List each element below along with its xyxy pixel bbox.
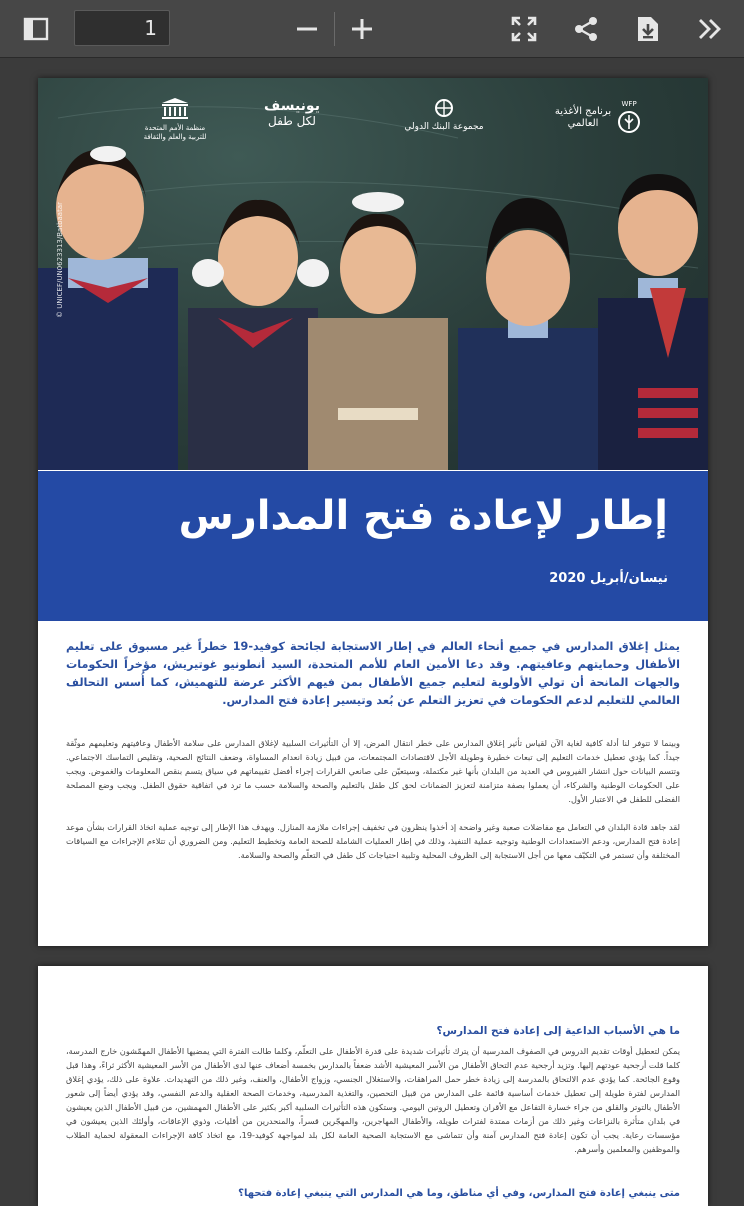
unesco-temple-icon (160, 98, 190, 120)
wfp-emblem-icon (617, 110, 641, 134)
pdf-page-1 (38, 78, 708, 946)
download-icon (636, 15, 660, 43)
photo-credit: © UNICEF/UN0623313/Batbaatar (56, 201, 64, 318)
zoom-in-icon (351, 18, 373, 40)
sidebar-toggle-button[interactable] (18, 10, 54, 48)
section-subheading: متى ينبغي إعادة فتح المدارس، وفي أي مناطق، وما هي المدارس التي ينبغي إعادة فتحها؟ (238, 1188, 680, 1199)
wfp-name-bottom: العالمي (567, 118, 599, 129)
document-date: نيسان/أبريل 2020 (549, 571, 668, 586)
share-icon (573, 16, 599, 42)
document-title: إطار لإعادة فتح المدارس (178, 493, 668, 539)
pdf-viewer-toolbar (0, 0, 744, 58)
sidebar-toggle-icon (23, 17, 49, 41)
unicef-tagline: لكل طفل (268, 114, 316, 128)
unicef-name: يونيسف (264, 98, 320, 114)
more-tools-button[interactable] (692, 10, 728, 48)
body-paragraph-2: لقد جاهد قادة البلدان في التعامل مع مفاضلات صعبة وغير واضحة إذ أخذوا ينظرون في تخفيف إجراءات ملازمة المنازل. ويهدف هذا الإطار إلى توجيه عملية اتخاذ القرارات بشأن موعد إعادة فتح المدارس، ودعم الاستعدادات الوطنية وتوجيه عملية التنفيذ، وذلك في إطار العمليات الشاملة للصحة العامة وتخطيط التعليم. ومن الضروري أن تتلاءم الإجراءات مع السياقات المختلفة وأن تستمر في التكيّف معها من أجل الاستجابة إلى الظروف المحلية وتلبية احتياجات كل طفل في التعلّم والصحة والسلامة. (66, 822, 680, 860)
wfp-abbr: WFP (621, 100, 637, 108)
zoom-out-button[interactable] (290, 10, 324, 48)
more-icon (697, 18, 723, 40)
cover-photo (38, 78, 708, 470)
fullscreen-button[interactable] (506, 10, 542, 48)
section-heading: ما هي الأسباب الداعية إلى إعادة فتح المدارس؟ (436, 1025, 680, 1037)
zoom-in-button[interactable] (344, 10, 380, 48)
page-number-input[interactable]: 1 (74, 10, 170, 46)
section-body: يمكن لتعطيل أوقات تقديم الدروس في الصفوف المدرسية أن يترك تأثيرات شديدة على قدرة الأطفال على التعلّم، وكلما طالت الفترة التي يمضيها الأطفال المهمّشون خارج المدرسة، كلما قلت أرجحية عودتهم إليها. وتزيد أرجحية عدم التحاق الأطفال من الأسر المعيشية الأشد ضعفاً بالمدارس بخمسة أضعاف عنها لدى الأطفال من الأسر المعيشية الأكثر ثراءً، وهذا قبل وقوع الجائحة. كما يؤدي عدم الالتحاق بالمدرسة إلى زيادة خطر حمل المراهقات، والاستغلال الجنسي، وزواج الأطفال، والعنف، وغير ذلك من التهديدات. علاوة على ذلك، يؤدي إغلاق المدارس لفترة طويلة إلى تعطيل خدمات أساسية قائمة على المدارس من قبيل التحصين، والتغذية المدرسية، وخدمات الصحة العقلية والدعم النفسي، وقد يؤدي أيضاً إلى شعور الأطفال بالتوتر والقلق من جراء خسارة التفاعل مع الأقران وتعطيل الروتين اليومي. وستكون هذه التأثيرات السلبية أكبر بكثير على الأطفال المهمشين، من قبيل الأطفال الذين يعيشون في بلدان متأثرة بالنزاعات وغير ذلك من أزمات ممتدة لفترات طويلة، والأطفال المهاجرين، والمهجّرين قسراً، والمنحدرين من أقليات، وذوي الإعاقات، وأولئك الذين يعيشون في مؤسسات رعاية. يجب أن تكون إعادة فتح المدارس آمنة وأن تتماشى مع الاستجابة الصحية العامة لكل بلد لمواجهة كوفيد-19، مع اتخاذ كافة الإجراءات المعقولة لحماية الطلاب والموظفين والمعلمين وأسرهم. (66, 1046, 680, 1154)
unesco-logo (140, 98, 210, 142)
unesco-name: منظمة الأمم المتحدة للتربية والعلم والثقافة (143, 124, 207, 141)
worldbank-logo (404, 98, 484, 133)
worldbank-name: مجموعة البنك الدولي (404, 122, 484, 132)
download-button[interactable] (630, 10, 666, 48)
lead-paragraph: يمثل إغلاق المدارس في جميع أنحاء العالم في إطار الاستجابة لجائحة كوفيد-19 خطراً غير مسبوق على تعليم الأطفال وحمايتهم وعافيتهم. وقد دعا الأمين العام للأمم المتحدة، السيد أنطونيو غوتيريش، مؤخراً الحكومات والجهات المانحة أن تولي الأولوية لتعليم جميع الأطفال بمن فيهم الأكثر عرضة للتهميش، كما أُسس التحالف العالمي للتعليم لدعم الحكومات في تعزيز التعلم عن بُعد وتيسير إعادة فتح المدارس. (66, 640, 680, 707)
unicef-logo (254, 98, 330, 129)
zoom-out-icon (296, 18, 318, 40)
toolbar-divider (334, 12, 335, 46)
share-button[interactable] (568, 10, 604, 48)
fullscreen-icon (511, 16, 537, 42)
globe-icon (434, 98, 454, 118)
title-band (38, 471, 708, 621)
pdf-page-2 (38, 966, 708, 1206)
wfp-logo (538, 98, 658, 138)
body-paragraph-1: وبينما لا تتوفر لنا أدلة كافية لغاية الآن لقياس تأثير إغلاق المدارس على خطر انتقال المرض، إلا أن التأثيرات السلبية لإغلاق المدارس على سلامة الأطفال وعافيتهم وتعليمهم موثّقة جيداً. كما يؤدي تعطيل خدمات التعليم إلى تبعات خطيرة وطويلة الأجل لاقتصادات المجتمعات، من قبيل زيادة انعدام المساواة، وضعف النتائج الصحية، وتقليص التماسك الاجتماعي. وتتسم البيانات حول انتشار الفيروس في العديد من البلدان بأنها غير مكتملة، وسيتعيّن على صانعي القرارات إجراء أفضل تقييماتهم في سياق يتسم بنقص المعلومات والغموض. ويجب على الحكومات الوطنية والشركاء، أن يعملوا بصفة متزامنة لتعزيز الضمانات لحق كل طفل بالتعليم والصحة والسلامة حسب ما ترد في اتفاقية حقوق الطفل. ويجب وضع المصلحة الفضلى للطفل في الاعتبار الأول. (66, 738, 680, 804)
wfp-name-top: برنامج الأغذية (554, 106, 612, 117)
